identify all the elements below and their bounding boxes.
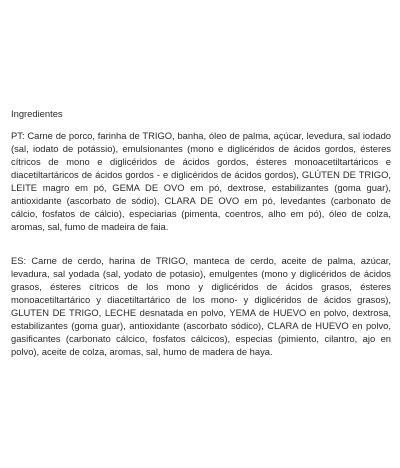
ingredients-paragraph-pt: PT: Carne de porco, farinha de TRIGO, banha, óleo de palma, açúcar, levedura, sal iodado (sal, iodato de potássio), emulsionantes (mono e diglicéridos de ácidos gordos, ésteres cítricos de mono e diglicéridos de ácidos gordos, ésteres monoacetiltartáricos e diacetiltartáricos de ácidos gordos - e diglicéridos de ácidos gordos), GLÚTEN DE TRIGO, LEITE magro em pó, GEMA DE OVO em pó, dextrose, estabilizantes (goma guar), antioxidante (ascorbato de sódio), CLARA DE OVO em pó, levedantes (carbonato de cálcio, fosfatos de cálcio), especiarias (pimenta, coentros, alho em pó), óleo de colza, aromas, sal, fumo de madeira de faia. [11, 130, 391, 232]
ingredients-paragraph-es: ES: Carne de cerdo, harina de TRIGO, manteca de cerdo, aceite de palma, azúcar, levadura, sal yodada (sal, yodato de potasio), emulgentes (mono y diglicéridos de ácidos grasos, ésteres cítricos de los mono y diglicéridos de ácidos grasos, ésteres monoacetiltartárico y diacetiltartárico de los mono- y diglicéridos de ácidos grasos), GLUTEN DE TRIGO, LECHE desnatada en polvo, YEMA de HUEVO en polvo, dextrosa, estabilizantes (goma guar), antioxidante (ascorbato sódico), CLARA de HUEVO en polvo, gasificantes (carbonato cálcico, fosfatos cálcicos), especias (pimiento, cilantro, ajo en polvo), aceite de colza, aromas, sal, humo de madera de haya. [11, 255, 391, 357]
ingredients-heading: Ingredientes [11, 108, 63, 119]
ingredients-document [11, 107, 391, 358]
